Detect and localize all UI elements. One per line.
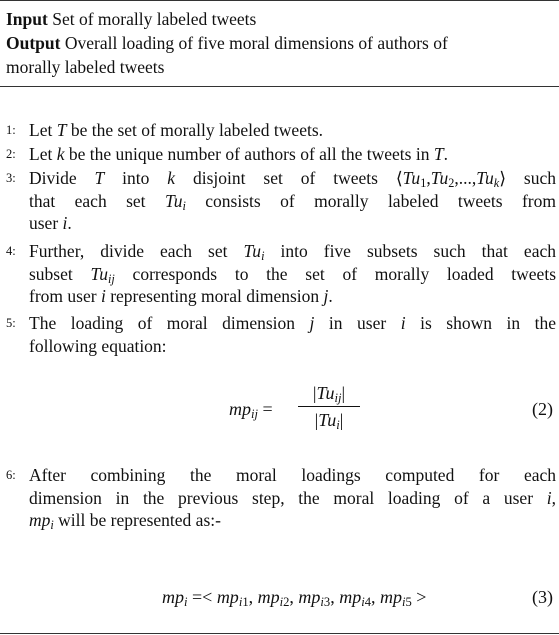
- header-rule: [0, 86, 559, 87]
- output-label: Output: [6, 33, 61, 53]
- equation-2: $mp_{ij}$ = $|Tu_{ij}|$ $|Tu_i|$ (2): [229, 383, 553, 433]
- step-text: Let T be the set of morally labeled tweets.: [29, 120, 324, 140]
- input-label: Input: [6, 9, 48, 29]
- equation-3: $mp_i =< mp_{i1}$, $mp_{i2}$, $mp_{i3}$, $mp_{i4}$, $mp_{i5}$ > (3): [162, 587, 553, 610]
- step-text: After combining the moral loadings computed for each dimension in the previous step, the moral loading of a user i, $mp_i$ will be represented as:-: [29, 465, 556, 533]
- output-line: [6, 32, 554, 54]
- output-text-cont: morally labeled tweets: [6, 57, 165, 77]
- step-text: Let k be the unique number of authors of all the tweets in T.: [29, 144, 448, 164]
- step-text: The loading of moral dimension j in user i is shown in the following equation:: [29, 313, 556, 356]
- equation-number: (3): [532, 587, 553, 607]
- step-text: Divide T into k disjoint set of tweets $⟨Tu_1,Tu_2,...,Tu_k⟩$ such that each set $Tu_i$ consists of morally labeled tweets from user i.: [29, 168, 556, 233]
- step-text: Further, divide each set $Tu_i$ into five subsets such that each subset $Tu_{ij}$ corresponds to the set of morally loaded tweets from user i representing moral dimension j.: [29, 241, 557, 306]
- step-number: 3:: [6, 171, 16, 185]
- step-number: 5:: [6, 316, 16, 330]
- top-rule: [0, 0, 559, 1]
- equation-number: (2): [532, 399, 553, 419]
- input-line: [6, 8, 554, 30]
- input-text: Set of morally labeled tweets: [52, 9, 257, 29]
- step-number: 6:: [6, 468, 16, 482]
- bottom-rule: [0, 633, 559, 634]
- output-line-cont: [6, 56, 554, 78]
- step-number: 4:: [6, 244, 16, 258]
- output-text: Overall loading of five moral dimensions of authors of: [64, 33, 448, 53]
- fraction: $|Tu_{ij}|$ $|Tu_i|$: [298, 381, 360, 432]
- step-number: 2:: [6, 147, 16, 161]
- step-number: 1:: [6, 123, 16, 137]
